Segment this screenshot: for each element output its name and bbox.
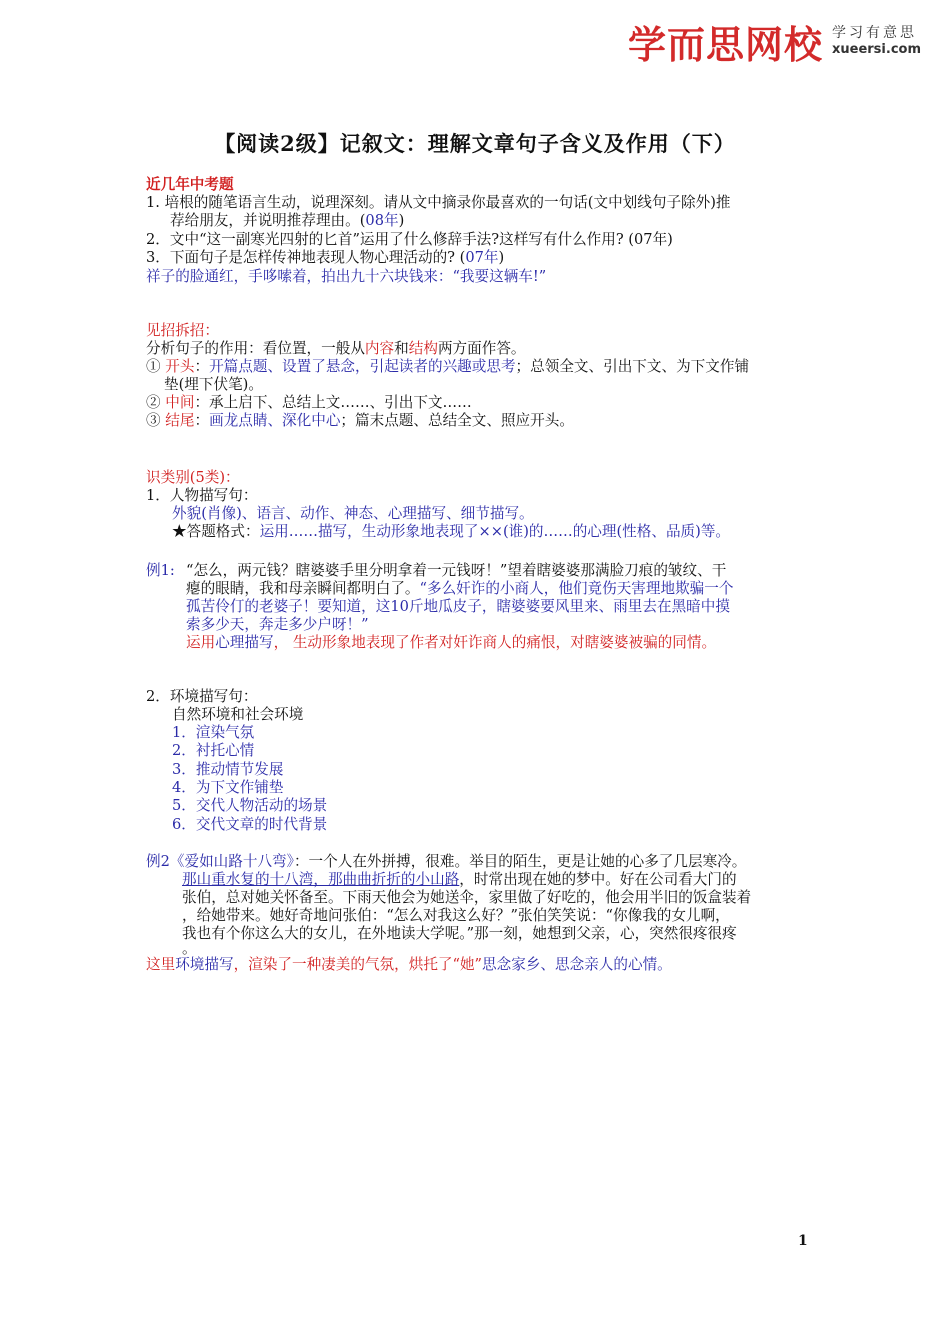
brand-slogan: 学习有意思 — [832, 25, 917, 41]
exam-q1-line1: 1. 培根的随笔语言生动，说理深刻。请从文中摘录你最喜欢的一句话(文中划线句子除外)推 — [146, 194, 731, 211]
exam-q2: 2．文中“这一副寒光四射的匕首”运用了什么修辞手法?这样写有什么作用? (07年) — [146, 231, 673, 248]
exam-heading: 近几年中考题 — [146, 176, 234, 193]
type-2-item: 4．为下文作铺垫 — [172, 779, 284, 796]
type-2-item: 1．渲染气氛 — [172, 724, 255, 741]
example-2-line4: ，给她带来。她好奇地问张伯：“怎么对我这么好？”张伯笑笑说：“你像我的女儿啊， — [182, 907, 730, 924]
example-1-answer: 运用心理描写， 生动形象地表现了作者对奸诈商人的痛恨，对瞎婆婆被骗的同情。 — [186, 634, 717, 651]
brand-logo: 学而思网校 — [628, 23, 824, 67]
example-1-line2: 瘪的眼睛，我和母亲瞬间都明白了。“多么奸诈的小商人，他们竟伤天害理地欺骗一个 — [186, 580, 734, 597]
example-2-line2: 那山重水复的十八湾，那曲曲折折的小山路，时常出现在她的梦中。好在公司看大门的 — [182, 871, 737, 888]
example-2-line3: 张伯，总对她关怀备至。下雨天他会为她送伞，家里做了好吃的，他会用半旧的饭盒装着 — [182, 889, 752, 906]
example-2-answer: 这里环境描写，渲染了一种凄美的气氛，烘托了“她”思念家乡、思念亲人的心情。 — [146, 956, 672, 973]
method-point-2: ② 中间：承上启下、总结上文……、引出下文…… — [146, 394, 472, 411]
example-2-line6: 。 — [182, 940, 197, 957]
method-heading: 见招拆招： — [146, 322, 219, 339]
type-2-item: 6．交代文章的时代背景 — [172, 816, 328, 833]
method-point-1: ① 开头：开篇点题、设置了悬念，引起读者的兴趣或思考；总领全文、引出下文、为下文作铺 — [146, 358, 750, 375]
type-2-item: 3．推动情节发展 — [172, 761, 284, 778]
method-point-1-line2: 垫(埋下伏笔)。 — [164, 376, 263, 393]
type-2-item: 5．交代人物活动的场景 — [172, 797, 328, 814]
exam-q3: 3．下面句子是怎样传神地表现人物心理活动的? (07年) — [146, 249, 505, 266]
page-number: 1 — [798, 1233, 808, 1249]
type-1-title: 1．人物描写句： — [146, 487, 258, 504]
example-1-line1: “怎么，两元钱？瞎婆婆手里分明拿着一元钱呀！”望着瞎婆婆那满脸刀痕的皱纹、干 — [186, 562, 727, 579]
page-title: 【阅读2级】记叙文：理解文章句子含义及作用（下） — [214, 131, 736, 156]
example-2-line5: 我也有个你这么大的女儿，在外地读大学呢。”那一刻，她想到父亲，心，突然很疼很疼 — [182, 925, 737, 942]
method-intro: 分析句子的作用：看位置，一般从内容和结构两方面作答。 — [146, 340, 526, 357]
type-1-list: 外貌(肖像)、语言、动作、神态、心理描写、细节描写。 — [172, 505, 534, 522]
example-1-line4: 索多少天，奔走多少户呀！” — [186, 616, 369, 633]
exam-q3-quote: 祥子的脸通红，手哆嗦着，拍出九十六块钱来：“我要这辆车!” — [146, 268, 547, 285]
exam-q1-line2: 荐给朋友，并说明推荐理由。(08年) — [170, 212, 405, 229]
brand-domain: xueersi.com — [832, 42, 922, 57]
type-2-title: 2．环境描写句： — [146, 688, 258, 705]
method-point-3: ③ 结尾：画龙点睛、深化中心；篇末点题、总结全文、照应开头。 — [146, 412, 574, 429]
type-1-format: ★答题格式：运用……描写，生动形象地表现了××(谁)的……的心理(性格、品质)等。 — [172, 523, 731, 540]
example-1-label: 例1: — [146, 562, 175, 579]
type-2-subtitle: 自然环境和社会环境 — [172, 706, 304, 723]
type-2-item: 2．衬托心情 — [172, 742, 255, 759]
types-heading: 识类别(5类)： — [146, 469, 240, 486]
example-2-line1: 例2《爱如山路十八弯》：一个人在外拼搏，很难。举目的陌生，更是让她的心多了几层寒冷。 — [146, 853, 747, 870]
example-1-line3: 孤苦伶仃的老婆子！要知道，这10斤地瓜皮子，瞎婆婆要风里来、雨里去在黑暗中摸 — [186, 598, 730, 615]
